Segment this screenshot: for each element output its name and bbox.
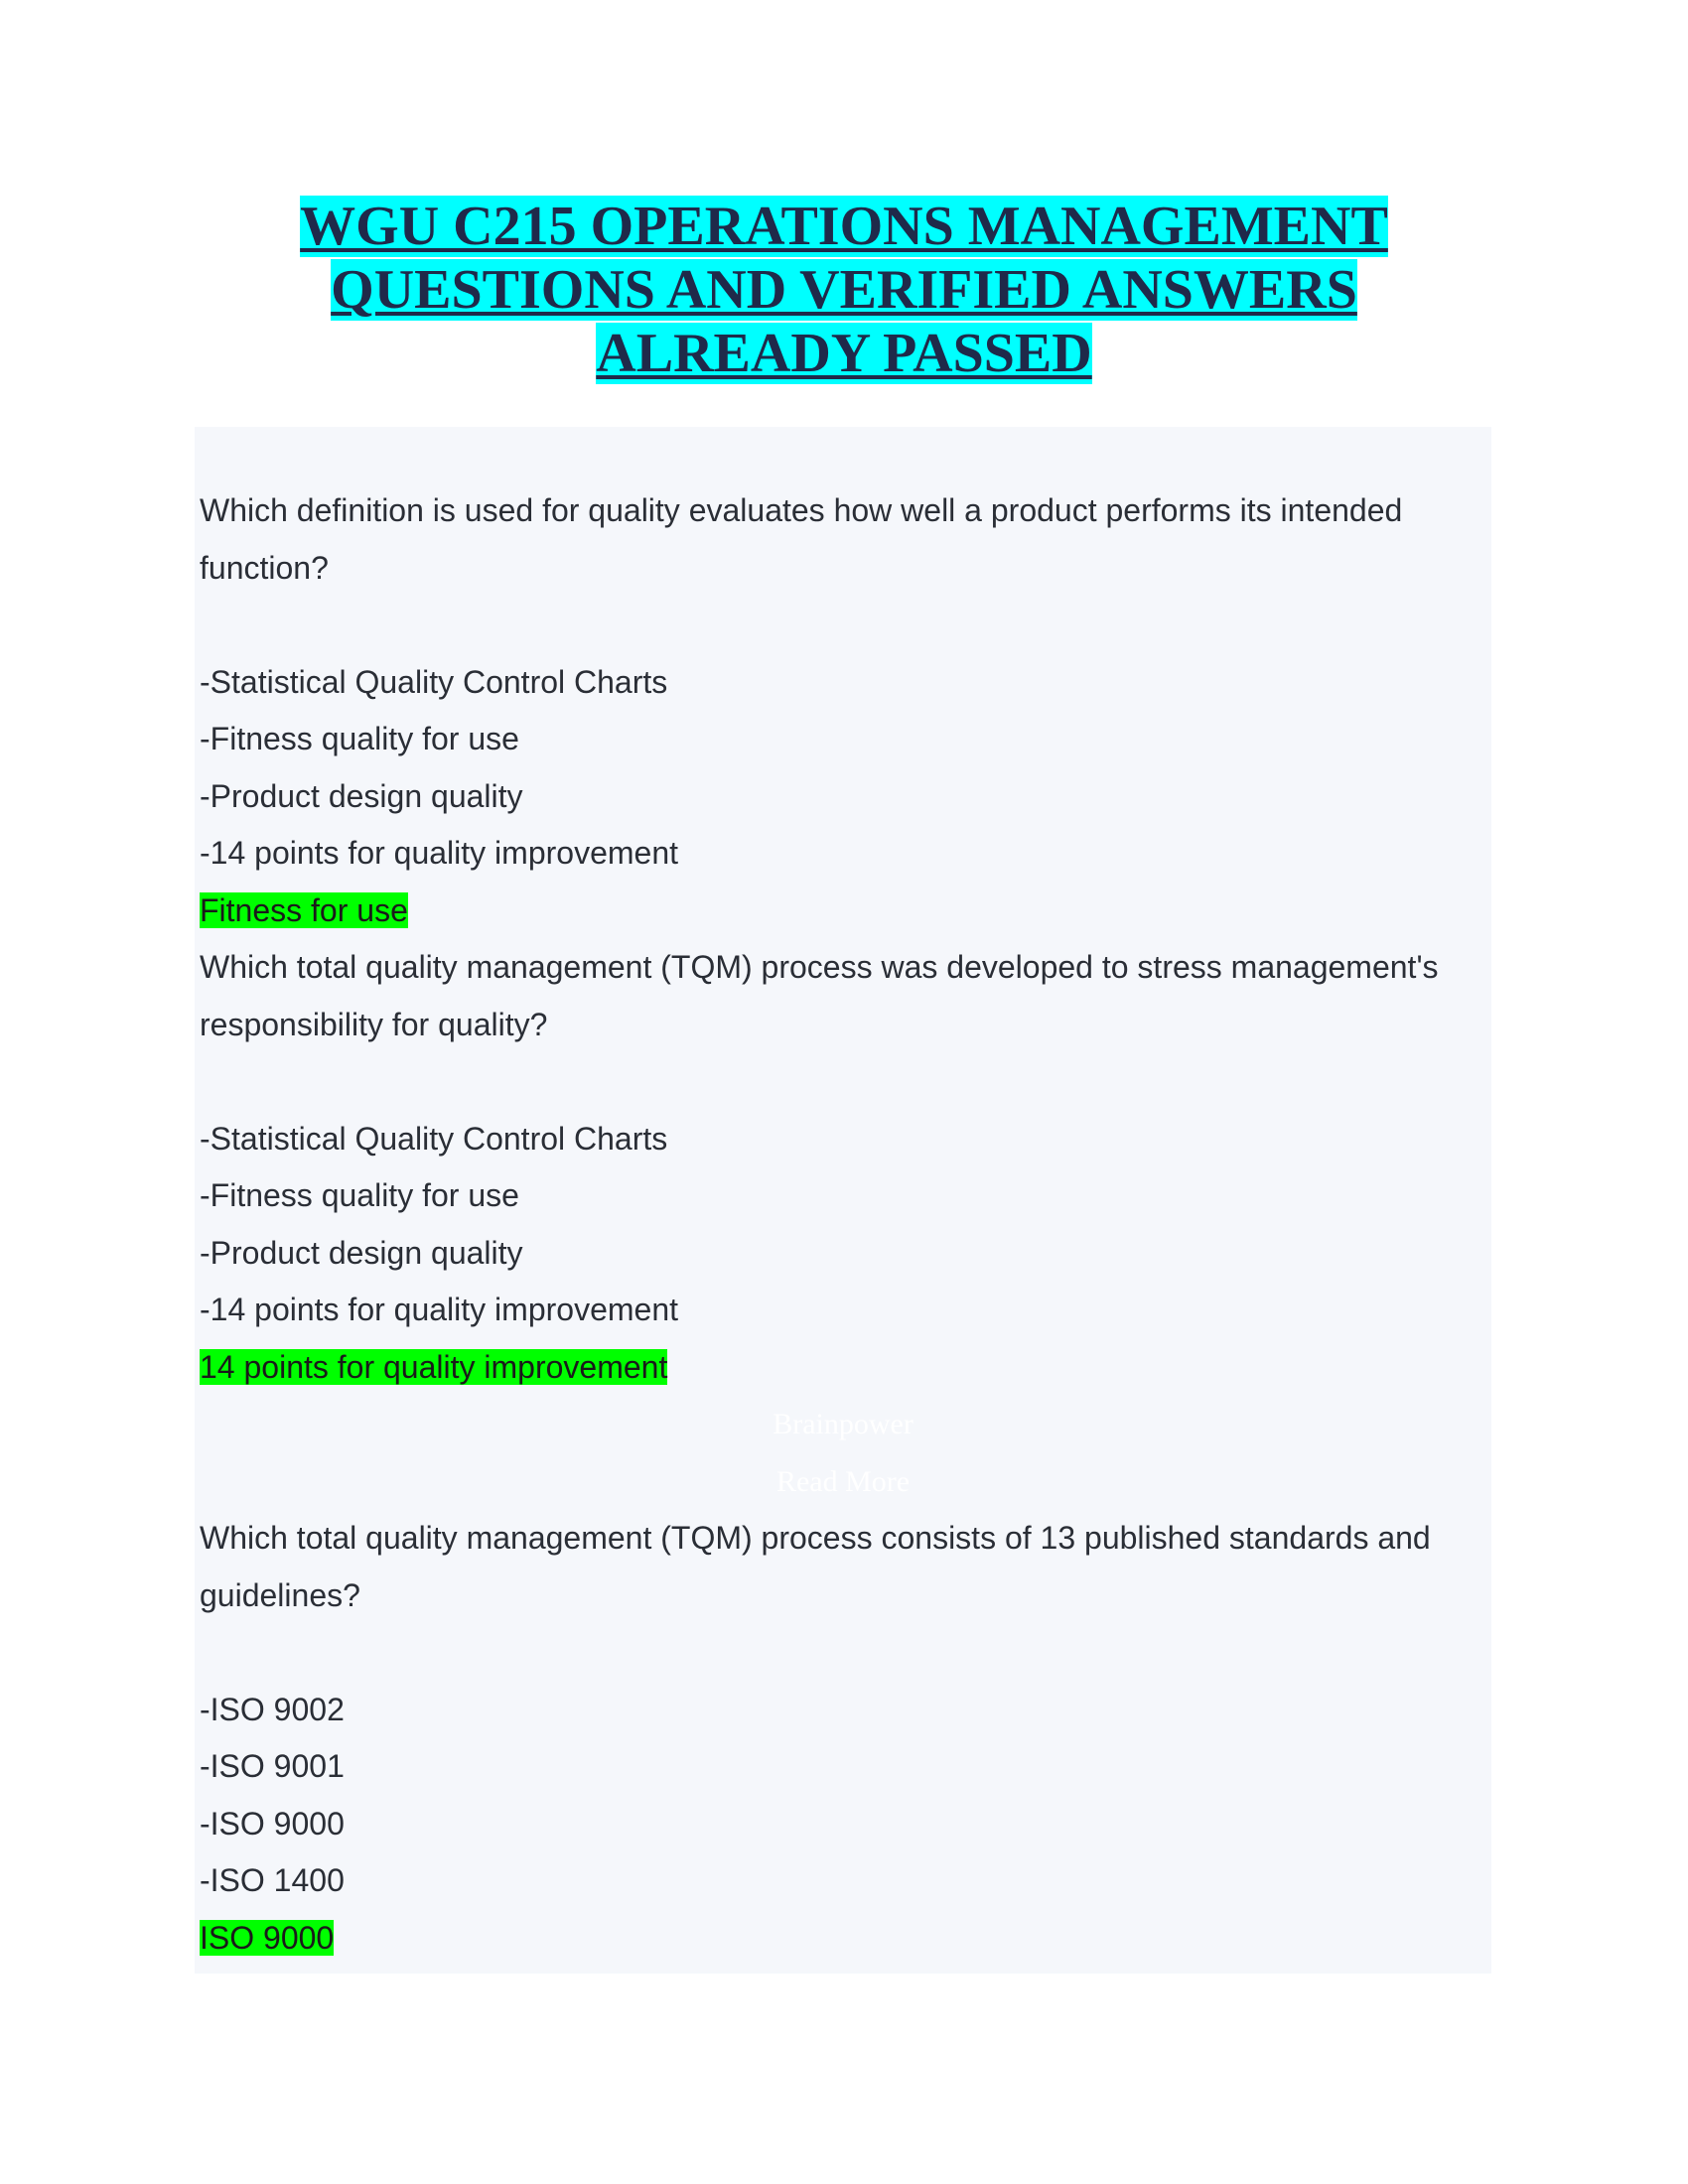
question-text: responsibility for quality? [200,1006,548,1042]
qa-content [195,427,1491,1974]
question-text: Which total quality management (TQM) process consists of 13 published standards and [200,1520,1431,1556]
option: -Fitness quality for use [200,1177,519,1213]
answer-highlight: Fitness for use [200,891,408,928]
option: -Fitness quality for use [200,721,519,756]
option: -14 points for quality improvement [200,1292,678,1327]
question-text: Which total quality management (TQM) process was developed to stress management's [200,949,1439,985]
option: -ISO 9002 [200,1691,345,1727]
question-block-1 [200,482,1491,939]
option: -Statistical Quality Control Charts [200,663,668,700]
option: -ISO 1400 [200,1862,345,1898]
watermark-brainpower: Brainpower [773,1408,914,1440]
option: -ISO 9001 [200,1748,345,1784]
option: -Statistical Quality Control Charts [200,1120,668,1157]
question-block-2 [200,939,1491,1396]
question-text: Which definition is used for quality evaluates how well a product performs its intended [200,492,1403,528]
option: -Product design quality [200,1234,523,1271]
title-line-2: QUESTIONS AND VERIFIED ANSWERS [331,259,1357,321]
spacer [200,1053,1491,1111]
title-line-3: ALREADY PASSED [596,323,1092,384]
question-text: function? [200,549,329,586]
question-text: guidelines? [200,1576,360,1613]
option: -Product design quality [200,777,523,814]
spacer [200,597,1491,654]
question-block-3 [200,1510,1491,1967]
spacer [200,1624,1491,1682]
option: -14 points for quality improvement [200,835,678,871]
document-title [0,195,1688,385]
answer-highlight: 14 points for quality improvement [200,1348,668,1385]
title-line-1: WGU C215 OPERATIONS MANAGEMENT [300,196,1388,257]
watermark-read-more[interactable]: Read More [775,1464,911,1498]
answer-highlight: ISO 9000 [200,1919,335,1956]
option: -ISO 9000 [200,1805,345,1842]
